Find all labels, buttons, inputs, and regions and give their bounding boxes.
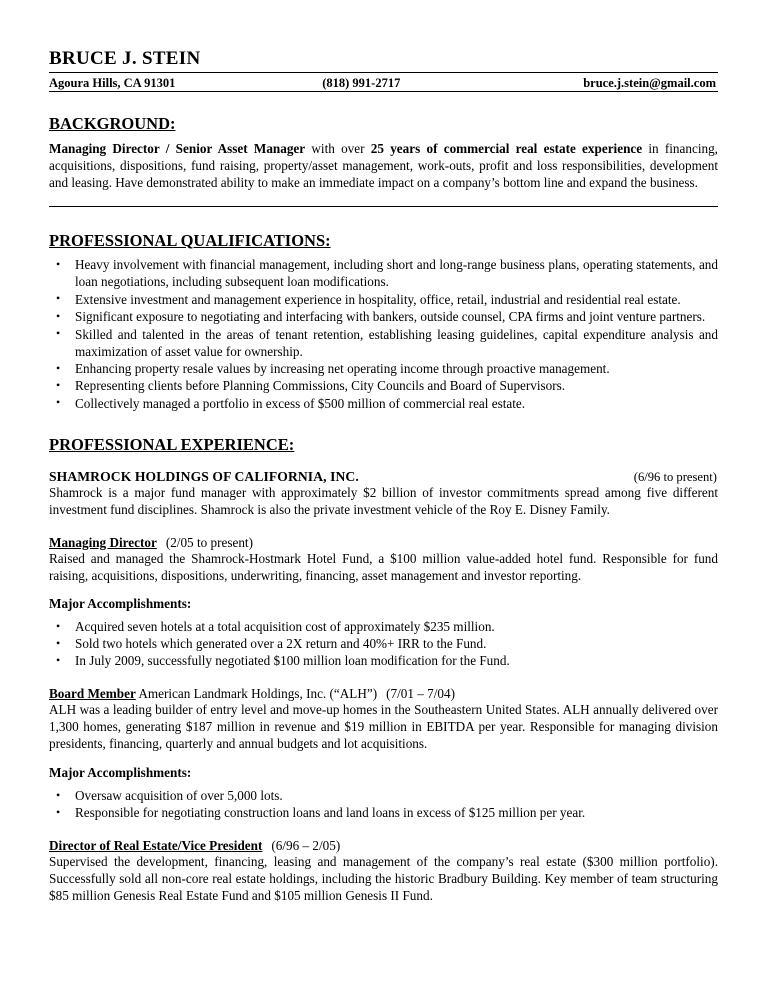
resume-header xyxy=(49,48,718,92)
list-item: • Acquired seven hotels at a total acquisition cost of approximately $235 million. xyxy=(49,619,718,636)
qualifications-list xyxy=(49,257,718,413)
role-heading-row xyxy=(49,535,718,551)
background-paragraph xyxy=(49,141,718,192)
role-block xyxy=(49,535,718,671)
role-description: Raised and managed the Shamrock-Hostmark Hotel Fund, a $100 million value-added hotel fund. Responsible for fund raising, acquisitions, dispositions, underwriting, financing, asset management and investor reporting. xyxy=(49,550,718,583)
role-title: Board Member xyxy=(49,686,136,702)
accomplishments-label: Major Accomplishments: xyxy=(49,596,192,612)
employer-date: (6/96 to present) xyxy=(633,469,717,484)
list-item: • Skilled and talented in the areas of tenant retention, establishing leasing guidelines, capital expenditure analysis and maximization of asset value for ownership. xyxy=(49,327,718,361)
role-date: (2/05 to present) xyxy=(165,534,253,550)
employer-name: SHAMROCK HOLDINGS OF CALIFORNIA, INC. xyxy=(49,468,359,484)
list-item: • Responsible for negotiating construction loans and land loans in excess of $125 million per year. xyxy=(49,805,718,822)
role-company: American Landmark Holdings, Inc. (“ALH”) xyxy=(135,686,378,702)
list-item: • Enhancing property resale values by increasing net operating income through proactive management. xyxy=(49,361,718,378)
contact-email[interactable]: bruce.j.stein@gmail.com xyxy=(583,75,716,90)
background-heading: BACKGROUND: xyxy=(49,113,176,133)
qualifications-heading: PROFESSIONAL QUALIFICATIONS: xyxy=(49,230,331,250)
list-item: • Extensive investment and management experience in hospitality, office, retail, industrial and residential real estate. xyxy=(49,292,718,309)
background-lead-bold: Managing Director / Senior Asset Manager xyxy=(49,140,306,156)
background-emphasis-bold: 25 years of commercial real estate experience xyxy=(370,140,643,156)
role-description: ALH was a leading builder of entry level and move-up homes in the Southeastern United States. ALH annually delivered over 1,300 homes, generating $187 million in revenue and $19 million in EBITDA per year. Responsible for managing division presidents, financing, quarterly and annual budgets and lot acquisitions. xyxy=(49,702,718,752)
section-divider-wrap xyxy=(49,206,718,207)
employer-summary: Shamrock is a major fund manager with approximately $2 billion of investor commitments spread among five different investment fund disciplines. Shamrock is also the private investment vehicle of the Roy E. Disney Family. xyxy=(49,484,718,517)
contact-row xyxy=(49,73,718,91)
list-item: • Significant exposure to negotiating and interfacing with bankers, outside counsel, CPA firms and joint venture partners. xyxy=(49,309,718,326)
experience-section xyxy=(49,435,718,905)
list-item: • In July 2009, successfully negotiated $100 million loan modification for the Fund. xyxy=(49,653,718,670)
list-item: • Collectively managed a portfolio in excess of $500 million of commercial real estate. xyxy=(49,396,718,413)
candidate-name: BRUCE J. STEIN xyxy=(49,48,201,69)
accomplishments-label: Major Accomplishments: xyxy=(49,765,192,781)
accomplishments-list xyxy=(49,619,718,670)
contact-phone[interactable]: (818) 991-2717 xyxy=(322,75,401,90)
background-section xyxy=(49,114,718,192)
role-date: (7/01 – 7/04) xyxy=(386,686,455,702)
list-item: • Oversaw acquisition of over 5,000 lots. xyxy=(49,788,718,805)
role-block xyxy=(49,686,718,822)
background-mid-text: with over xyxy=(305,140,371,156)
accomplishments-list xyxy=(49,788,718,822)
role-block xyxy=(49,838,718,905)
qualifications-section xyxy=(49,231,718,413)
list-item: • Sold two hotels which generated over a 2X return and 40%+ IRR to the Fund. xyxy=(49,636,718,653)
role-title: Managing Director xyxy=(49,534,157,550)
list-item: • Heavy involvement with financial management, including short and long-range business plans, operating statements, and loan negotiations, including subsequent loan modifications. xyxy=(49,257,718,291)
background-tail-text: in financing, acquisitions, dispositions, fund raising, property/asset management, work-outs, profit and loss responsibilities, development and leasing. Have demonstrated ability to make an immediate impact on a company’s bottom line and expand the business. xyxy=(49,140,718,190)
list-item: • Representing clients before Planning Commissions, City Councils and Board of Supervisors. xyxy=(49,378,718,395)
role-heading-row xyxy=(49,686,718,702)
header-divider-bottom xyxy=(49,91,718,92)
background-divider xyxy=(49,206,718,207)
role-date: (6/96 – 2/05) xyxy=(271,838,341,854)
experience-heading: PROFESSIONAL EXPERIENCE: xyxy=(49,434,295,454)
role-title: Director of Real Estate/Vice President xyxy=(49,838,263,854)
employer-row xyxy=(49,469,718,485)
contact-location: Agoura Hills, CA 91301 xyxy=(49,75,176,90)
role-description: Supervised the development, financing, leasing and management of the company’s real estate ($300 million portfolio). Successfully sold all non-core real estate holdings, including the historic Bradbury Building. Key member of team structuring $85 million Genesis Real Estate Fund and $105 million Genesis II Fund. xyxy=(49,854,718,904)
role-heading-row xyxy=(49,838,718,854)
